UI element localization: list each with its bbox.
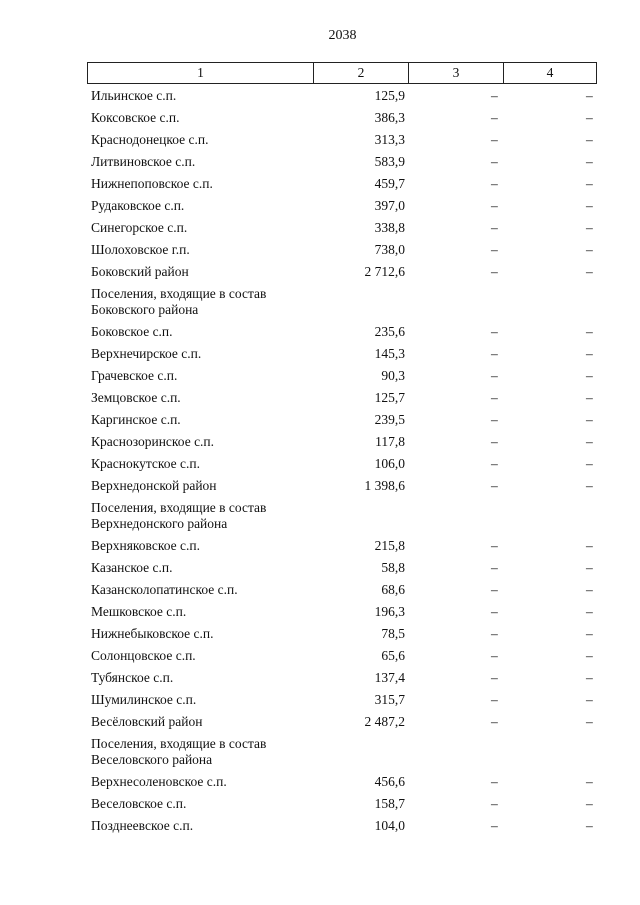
value-col-3: – [491, 198, 498, 213]
value-col-2: 196,3 [374, 604, 405, 619]
value-col-4: – [586, 582, 593, 597]
value-col-4: – [586, 478, 593, 493]
settlement-name: Поселения, входящие в состав Боковского района [91, 286, 267, 317]
section-header-row [0, 497, 640, 535]
table-row [0, 453, 640, 475]
table-row [0, 771, 640, 793]
table-row [0, 601, 640, 623]
settlement-name: Краснозоринское с.п. [91, 434, 215, 449]
value-col-4: – [586, 368, 593, 383]
value-col-4: – [586, 242, 593, 257]
value-col-4: – [586, 670, 593, 685]
value-col-3: – [491, 346, 498, 361]
value-col-4: – [586, 692, 593, 707]
value-col-3: – [491, 220, 498, 235]
value-col-3: – [491, 110, 498, 125]
settlement-name: Поселения, входящие в состав Веселовского района [91, 736, 267, 767]
table-row [0, 711, 640, 733]
table-row [0, 689, 640, 711]
value-col-4: – [586, 264, 593, 279]
header-col-2: 2 [314, 63, 409, 83]
value-col-3: – [491, 242, 498, 257]
table-row [0, 409, 640, 431]
value-col-2: 313,3 [374, 132, 405, 147]
value-col-2: 738,0 [374, 242, 405, 257]
value-col-3: – [491, 670, 498, 685]
value-col-3: – [491, 538, 498, 553]
value-col-3: – [491, 692, 498, 707]
value-col-2: 104,0 [374, 818, 405, 833]
section-header-row [0, 283, 640, 321]
value-col-2: 315,7 [374, 692, 405, 707]
value-col-3: – [491, 774, 498, 789]
settlement-name: Веселовское с.п. [91, 796, 187, 811]
value-col-3: – [491, 434, 498, 449]
value-col-3: – [491, 368, 498, 383]
table-row [0, 645, 640, 667]
table-row [0, 431, 640, 453]
table-header [87, 62, 597, 84]
value-col-2: 65,6 [381, 648, 405, 663]
table-row [0, 343, 640, 365]
value-col-2: 456,6 [374, 774, 405, 789]
value-col-4: – [586, 714, 593, 729]
value-col-4: – [586, 176, 593, 191]
value-col-3: – [491, 390, 498, 405]
settlement-name: Рудаковское с.п. [91, 198, 185, 213]
table-row [0, 535, 640, 557]
value-col-3: – [491, 88, 498, 103]
table-row [0, 579, 640, 601]
settlement-name: Тубянское с.п. [91, 670, 174, 685]
settlement-name: Литвиновское с.п. [91, 154, 196, 169]
value-col-4: – [586, 390, 593, 405]
value-col-2: 58,8 [381, 560, 405, 575]
value-col-2: 235,6 [374, 324, 405, 339]
settlement-name: Нижнебыковское с.п. [91, 626, 214, 641]
settlement-name: Грачевское с.п. [91, 368, 178, 383]
value-col-4: – [586, 538, 593, 553]
value-col-4: – [586, 796, 593, 811]
table-row [0, 623, 640, 645]
value-col-3: – [491, 264, 498, 279]
settlement-name: Верхнесоленовское с.п. [91, 774, 227, 789]
settlement-name: Позднеевское с.п. [91, 818, 194, 833]
value-col-4: – [586, 324, 593, 339]
value-col-3: – [491, 604, 498, 619]
table-row [0, 129, 640, 151]
header-col-1: 1 [88, 63, 314, 83]
value-col-3: – [491, 132, 498, 147]
value-col-2: 1 398,6 [364, 478, 405, 493]
value-col-2: 125,9 [374, 88, 405, 103]
table-row [0, 107, 640, 129]
table-row [0, 557, 640, 579]
settlement-name: Нижнепоповское с.п. [91, 176, 213, 191]
value-col-2: 117,8 [375, 434, 405, 449]
value-col-2: 386,3 [374, 110, 405, 125]
settlement-name: Мешковское с.п. [91, 604, 187, 619]
value-col-2: 78,5 [381, 626, 405, 641]
settlement-name: Поселения, входящие в состав Верхнедонского района [91, 500, 267, 531]
settlement-name: Боковское с.п. [91, 324, 173, 339]
table-row [0, 815, 640, 837]
header-col-3: 3 [409, 63, 504, 83]
value-col-2: 68,6 [381, 582, 405, 597]
value-col-2: 158,7 [374, 796, 405, 811]
value-col-2: 125,7 [374, 390, 405, 405]
value-col-4: – [586, 774, 593, 789]
value-col-4: – [586, 560, 593, 575]
value-col-4: – [586, 88, 593, 103]
value-col-4: – [586, 626, 593, 641]
value-col-3: – [491, 714, 498, 729]
value-col-2: 583,9 [374, 154, 405, 169]
table-row [0, 321, 640, 343]
value-col-3: – [491, 818, 498, 833]
value-col-2: 215,8 [374, 538, 405, 553]
value-col-3: – [491, 582, 498, 597]
value-col-4: – [586, 346, 593, 361]
settlement-name: Солонцовское с.п. [91, 648, 196, 663]
settlement-name: Коксовское с.п. [91, 110, 180, 125]
value-col-2: 239,5 [374, 412, 405, 427]
value-col-4: – [586, 198, 593, 213]
table-row [0, 85, 640, 107]
settlement-name: Боковский район [91, 264, 189, 279]
page-number: 2038 [328, 28, 357, 43]
value-col-2: 2 487,2 [364, 714, 405, 729]
table-row [0, 195, 640, 217]
value-col-4: – [586, 604, 593, 619]
value-col-3: – [491, 648, 498, 663]
table-row [0, 475, 640, 497]
value-col-3: – [491, 456, 498, 471]
value-col-3: – [491, 154, 498, 169]
table-body [0, 85, 640, 837]
settlement-name: Ильинское с.п. [91, 88, 177, 103]
table-row [0, 793, 640, 815]
table-row [0, 239, 640, 261]
settlement-name: Краснодонецкое с.п. [91, 132, 209, 147]
table-row [0, 667, 640, 689]
settlement-name: Верхнечирское с.п. [91, 346, 202, 361]
value-col-4: – [586, 648, 593, 663]
value-col-4: – [586, 220, 593, 235]
table-row [0, 261, 640, 283]
value-col-3: – [491, 176, 498, 191]
table-row [0, 217, 640, 239]
settlement-name: Шумилинское с.п. [91, 692, 197, 707]
table-row [0, 387, 640, 409]
settlement-name: Каргинское с.п. [91, 412, 181, 427]
settlement-name: Краснокутское с.п. [91, 456, 201, 471]
value-col-4: – [586, 132, 593, 147]
value-col-3: – [491, 796, 498, 811]
value-col-4: – [586, 456, 593, 471]
value-col-3: – [491, 478, 498, 493]
value-col-3: – [491, 560, 498, 575]
value-col-4: – [586, 434, 593, 449]
settlement-name: Земцовское с.п. [91, 390, 181, 405]
settlement-name: Казанское с.п. [91, 560, 173, 575]
value-col-4: – [586, 412, 593, 427]
table-row [0, 151, 640, 173]
value-col-2: 459,7 [374, 176, 405, 191]
value-col-2: 338,8 [374, 220, 405, 235]
settlement-name: Синегорское с.п. [91, 220, 188, 235]
value-col-2: 145,3 [374, 346, 405, 361]
value-col-3: – [491, 324, 498, 339]
value-col-2: 106,0 [374, 456, 405, 471]
settlement-name: Весёловский район [91, 714, 203, 729]
value-col-2: 397,0 [374, 198, 405, 213]
value-col-4: – [586, 154, 593, 169]
header-col-4: 4 [546, 65, 554, 80]
value-col-4: – [586, 818, 593, 833]
settlement-name: Шолоховское г.п. [91, 242, 190, 257]
value-col-3: – [491, 412, 498, 427]
section-header-row [0, 733, 640, 771]
value-col-2: 2 712,6 [364, 264, 405, 279]
settlement-name: Казансколопатинское с.п. [91, 582, 238, 597]
settlement-name: Верхнедонской район [91, 478, 217, 493]
table-row [0, 173, 640, 195]
value-col-4: – [586, 110, 593, 125]
table-row [0, 365, 640, 387]
value-col-3: – [491, 626, 498, 641]
value-col-2: 137,4 [374, 670, 405, 685]
value-col-2: 90,3 [381, 368, 405, 383]
settlement-name: Верхняковское с.п. [91, 538, 200, 553]
